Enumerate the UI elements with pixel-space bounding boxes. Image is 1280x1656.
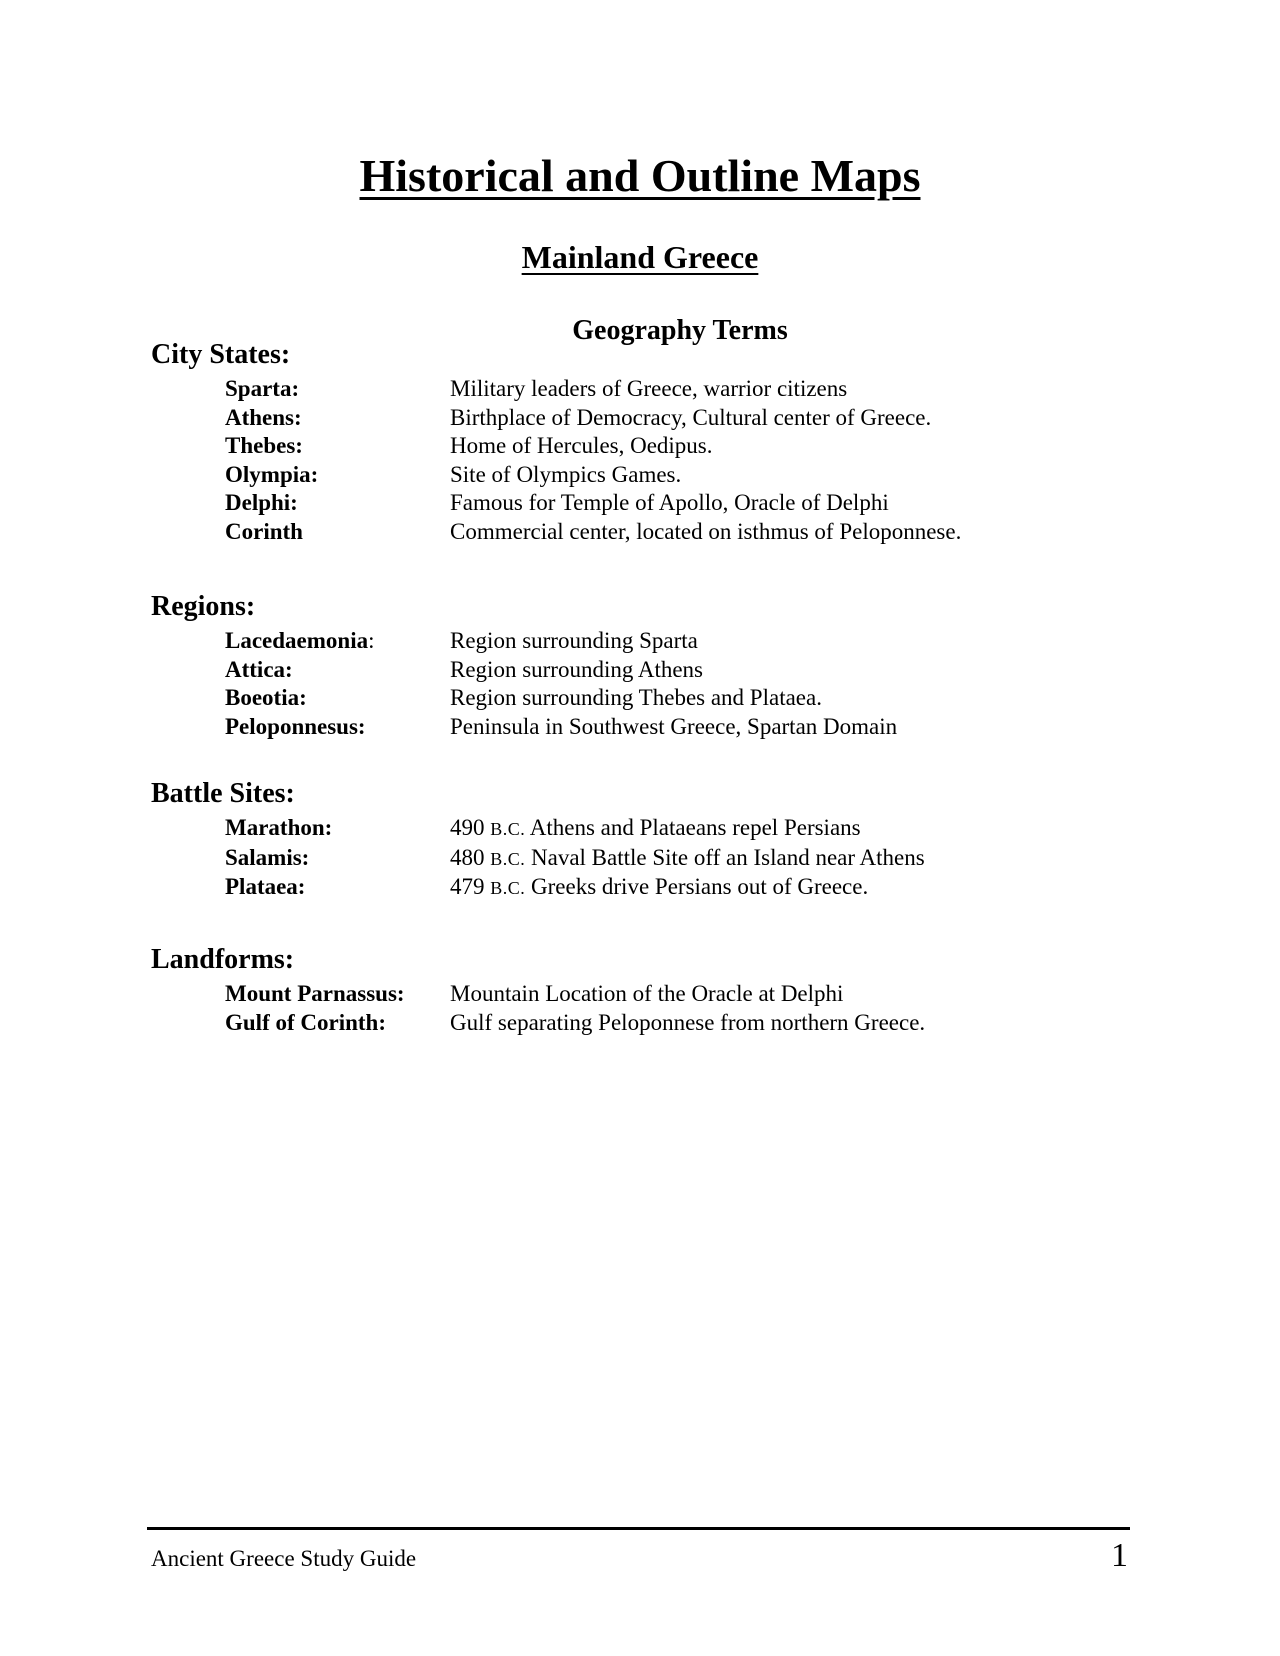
term-row: [151, 461, 1111, 490]
term-label: Marathon:: [225, 815, 333, 840]
page-subtitle: [0, 237, 1280, 277]
term-definition: Commercial center, located on isthmus of Peloponnese.: [450, 518, 962, 544]
term-label-suffix: :: [368, 628, 375, 653]
term-definition: Gulf separating Peloponnese from northern Greece.: [450, 1009, 926, 1035]
term-definition: Home of Hercules, Oedipus.: [450, 433, 713, 458]
term-row: [151, 375, 1111, 404]
term-label: Plataea:: [225, 874, 306, 899]
battle-era: B.C.: [490, 848, 526, 869]
battle-description: Naval Battle Site off an Island near Athens: [531, 844, 925, 870]
term-row: [151, 980, 1111, 1009]
battle-description: Athens and Plataeans repel Persians: [529, 815, 861, 840]
group-battle-sites: [151, 776, 1111, 903]
term-row: [151, 713, 1111, 742]
term-definition: Military leaders of Greece, warrior citizens: [450, 376, 848, 401]
term-row: [151, 404, 1111, 433]
page-number: 1: [1111, 1537, 1128, 1574]
term-row: [151, 844, 1111, 874]
term-label: Salamis:: [225, 844, 310, 870]
footer-text: Ancient Greece Study Guide: [151, 1546, 417, 1571]
term-definition: Region surrounding Athens: [450, 656, 703, 682]
term-label: Thebes:: [225, 433, 303, 458]
term-row: [151, 627, 1111, 656]
term-label: Sparta:: [225, 376, 300, 401]
page-title-text: Historical and Outline Maps: [359, 150, 921, 201]
term-label: [151, 627, 450, 656]
battle-year: 480: [450, 844, 485, 870]
group-city-states: [151, 337, 1111, 546]
term-definition: [450, 814, 1111, 844]
term-label-text: Lacedaemonia: [225, 628, 369, 653]
term-definition: [450, 873, 1111, 903]
term-definition: Region surrounding Sparta: [450, 628, 698, 653]
term-label: Peloponnesus:: [225, 713, 366, 739]
term-row: [151, 518, 1111, 547]
term-label: Corinth: [225, 518, 303, 544]
group-landforms: [151, 942, 1111, 1037]
term-definition: Birthplace of Democracy, Cultural center of Greece.: [450, 404, 932, 430]
term-definition: [450, 844, 1111, 874]
term-definition: Peninsula in Southwest Greece, Spartan Domain: [450, 713, 898, 739]
group-title: Regions:: [151, 591, 256, 622]
term-row: [151, 1009, 1111, 1038]
term-label: Athens:: [225, 404, 302, 430]
battle-year: 490: [450, 815, 485, 840]
group-title: City States:: [151, 339, 291, 370]
section-heading: Geography Terms: [572, 315, 788, 346]
group-title: Battle Sites:: [151, 778, 295, 809]
term-row: [151, 873, 1111, 903]
footer-divider: [147, 1527, 1130, 1530]
group-regions: [151, 589, 1111, 741]
term-label: Mount Parnassus:: [225, 981, 405, 1006]
term-row: [151, 489, 1111, 518]
term-definition: Famous for Temple of Apollo, Oracle of Delphi: [450, 490, 889, 515]
page-subtitle-text: Mainland Greece: [521, 239, 759, 275]
term-row: [151, 684, 1111, 713]
term-row: [151, 814, 1111, 844]
term-row: [151, 656, 1111, 685]
group-title: Landforms:: [151, 944, 295, 975]
term-definition: Region surrounding Thebes and Plataea.: [450, 685, 822, 710]
battle-year: 479: [450, 874, 485, 899]
term-label: Gulf of Corinth:: [225, 1009, 386, 1035]
battle-description: Greeks drive Persians out of Greece.: [531, 874, 869, 899]
term-label: Olympia:: [225, 461, 319, 487]
term-row: [151, 432, 1111, 461]
term-definition: Site of Olympics Games.: [450, 461, 682, 487]
battle-era: B.C.: [490, 878, 526, 898]
term-label: Boeotia:: [225, 685, 307, 710]
term-label: Attica:: [225, 656, 293, 682]
page-title: [0, 148, 1280, 204]
battle-era: B.C.: [490, 819, 526, 839]
term-definition: Mountain Location of the Oracle at Delphi: [450, 981, 844, 1006]
term-label: Delphi:: [225, 490, 298, 515]
